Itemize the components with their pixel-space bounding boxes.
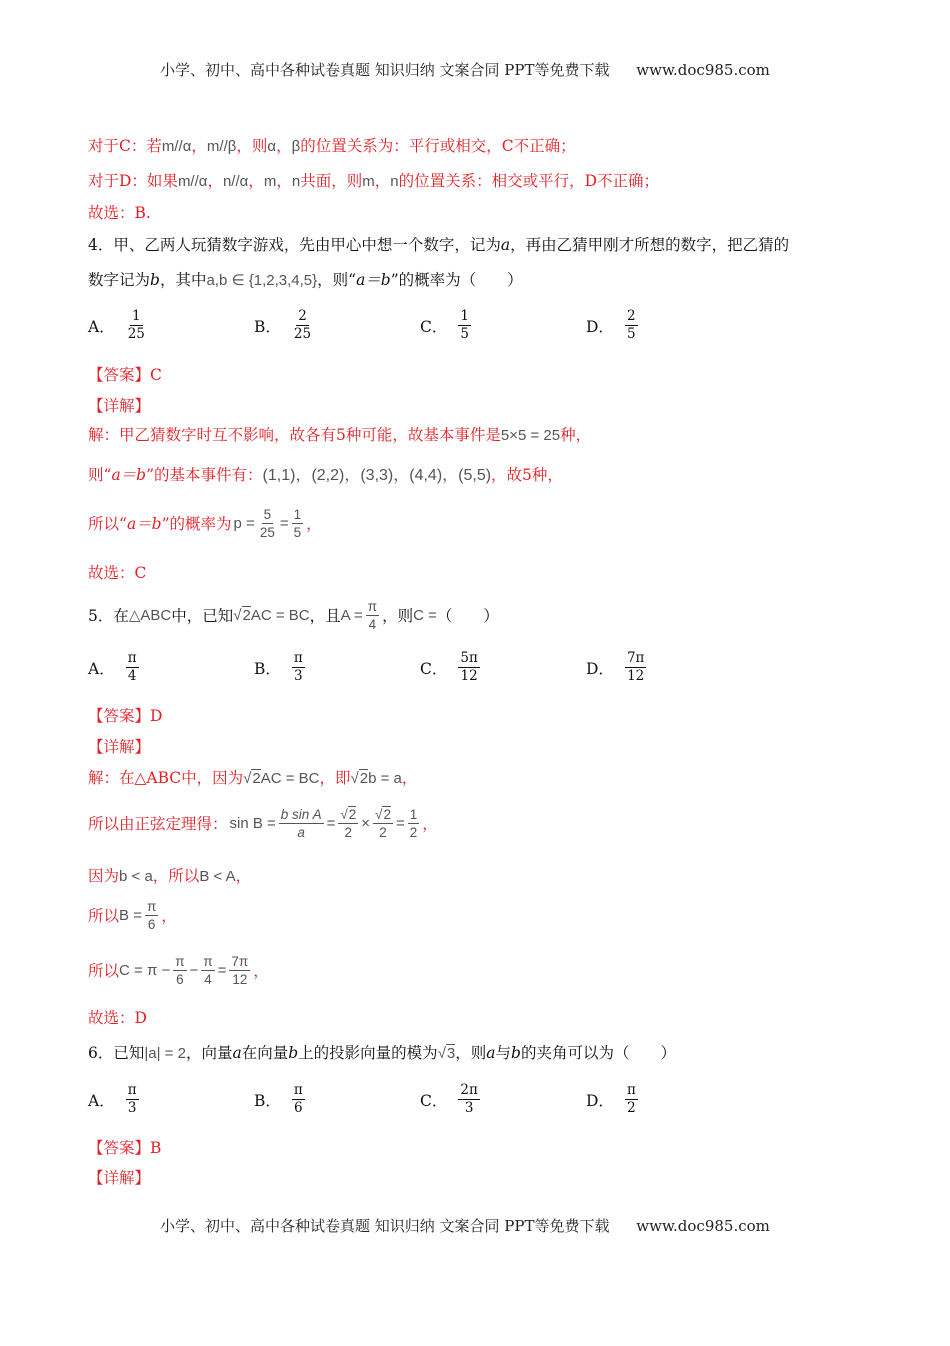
q4-option-a[interactable]: A． $\frac{1}{25}$ (88, 308, 145, 342)
fraction: $\frac{1}{5}$ (460, 308, 469, 342)
header-site[interactable]: www.doc985.com (636, 61, 770, 79)
fraction: $\frac{√2}{2}$ (375, 807, 391, 840)
q5-solution-1: 解：在△ABC中，因为√2AC = BC，即√2b = a， (88, 769, 418, 787)
footer-site[interactable]: www.doc985.com (636, 1217, 770, 1235)
fraction: $\frac{√2}{2}$ (340, 807, 357, 840)
q4-solution-3: 所以“ a＝b ”的概率为 p = $\frac{5}{25}$ = $\frac{1}{5}$ ， (88, 507, 322, 540)
q6-stem: 6．已知|a| = 2，向量a在向量b上的投影向量的模为√3，则a与b的夹角可以为（ ） (88, 1044, 676, 1062)
q4-option-d[interactable]: D． $\frac{2}{5}$ (586, 308, 636, 342)
q4-stem-line2: 数字记为b，其中a,b ∈ {1,2,3,4,5}，则“a＝b”的概率为（ ） (88, 271, 523, 289)
fraction: $\frac{7\pi}{12}$ (231, 954, 249, 987)
q5-option-c[interactable]: C． $\frac{5\pi}{12}$ (420, 650, 478, 684)
fraction: $\frac{2}{25}$ (293, 308, 312, 342)
q6-option-c[interactable]: C． $\frac{2\pi}{3}$ (420, 1082, 478, 1116)
fraction: $\frac{1}{5}$ (293, 507, 302, 540)
fraction: $\frac{\text{b sin A}}{a}$ (280, 807, 322, 840)
q5-answer: 【答案】D (88, 707, 163, 725)
page-header (160, 59, 770, 80)
q4-option-c[interactable]: C． $\frac{1}{5}$ (420, 308, 469, 342)
page-footer (160, 1215, 770, 1236)
q5-solution-5: 所以 C = π − $\frac{\pi}{6}$ − $\frac{\pi}{4}$ = $\frac{7\pi}{12}$ ， (88, 954, 269, 987)
fraction: $\frac{5}{25}$ (259, 507, 275, 540)
fraction: $\frac{2\pi}{3}$ (460, 1082, 478, 1116)
q3-line-c: 对于C：若m//α，m//β，则α，β的位置关系为：平行或相交，C不正确； (88, 137, 576, 155)
fraction: $\frac{\pi}{6}$ (293, 1082, 303, 1116)
q6-detail-heading: 【详解】 (88, 1169, 151, 1187)
q3-select: 故选：B. (88, 204, 151, 222)
q4-solution-2: 则“a＝b”的基本事件有：(1,1)，(2,2)，(3,3)，(4,4)，(5,5)，故5种， (88, 466, 563, 484)
footer-text: 小学、初中、高中各种试卷真题 知识归纳 文案合同 PPT等免费下载 (160, 1217, 610, 1235)
q6-option-b[interactable]: B． $\frac{\pi}{6}$ (254, 1082, 303, 1116)
q3-line-d: 对于D：如果m//α，n//α，m，n共面，则m，n的位置关系：相交或平行，D不正确； (88, 172, 660, 190)
q6-answer: 【答案】B (88, 1139, 162, 1157)
fraction: $\frac{7\pi}{12}$ (626, 650, 645, 684)
q5-option-b[interactable]: B． $\frac{\pi}{3}$ (254, 650, 303, 684)
q5-solution-3: 因为b < a，所以B < A， (88, 867, 252, 885)
q6-option-a[interactable]: A． $\frac{\pi}{3}$ (88, 1082, 137, 1116)
q5-select: 故选：D (88, 1009, 147, 1027)
q4-option-b[interactable]: B． $\frac{2}{25}$ (254, 308, 312, 342)
q5-option-d[interactable]: D． $\frac{7\pi}{12}$ (586, 650, 645, 684)
fraction: $\frac{5\pi}{12}$ (460, 650, 478, 684)
q5-solution-4: 所以 B = $\frac{\pi}{6}$ ， (88, 899, 177, 932)
q5-stem: 5．在 △ABC 中，已知 √2 AC = BC ，且 A = $\frac{\pi}{4}$ ，则 C = （ ） (88, 599, 499, 632)
q5-detail-heading: 【详解】 (88, 738, 151, 756)
q5-solution-2: 所以由正弦定理得： sin B = $\frac{\text{b sin A}}{a}$ = $\frac{√2}{2}$ × $\frac{√2}{2}$ = $\frac{1}{2}$ ， (88, 807, 438, 840)
fraction: $\frac{\pi}{4}$ (367, 599, 378, 632)
fraction: $\frac{\pi}{3}$ (127, 1082, 137, 1116)
fraction: $\frac{\pi}{6}$ (146, 899, 157, 932)
q4-solution-1: 解：甲乙猜数字时互不影响，故各有5种可能，故基本事件是5×5 = 25种， (88, 426, 592, 444)
fraction: $\frac{1}{25}$ (127, 308, 145, 342)
q5-option-a[interactable]: A． $\frac{\pi}{4}$ (88, 650, 137, 684)
q6-option-d[interactable]: D． $\frac{\pi}{2}$ (586, 1082, 636, 1116)
fraction: $\frac{\pi}{3}$ (293, 650, 303, 684)
q4-answer: 【答案】C (88, 366, 162, 384)
fraction: $\frac{\pi}{2}$ (626, 1082, 636, 1116)
fraction: $\frac{\pi}{4}$ (127, 650, 137, 684)
fraction: $\frac{\pi}{4}$ (203, 954, 213, 987)
q4-stem-line1: 4．甲、乙两人玩猜数字游戏，先由甲心中想一个数字，记为a，再由乙猜甲刚才所想的数字，把乙猜的 (88, 236, 790, 254)
fraction: $\frac{1}{2}$ (409, 807, 418, 840)
header-text: 小学、初中、高中各种试卷真题 知识归纳 文案合同 PPT等免费下载 (160, 61, 610, 79)
fraction: $\frac{\pi}{6}$ (175, 954, 185, 987)
fraction: $\frac{2}{5}$ (626, 308, 636, 342)
q4-select: 故选：C (88, 564, 147, 582)
q4-detail-heading: 【详解】 (88, 397, 151, 415)
